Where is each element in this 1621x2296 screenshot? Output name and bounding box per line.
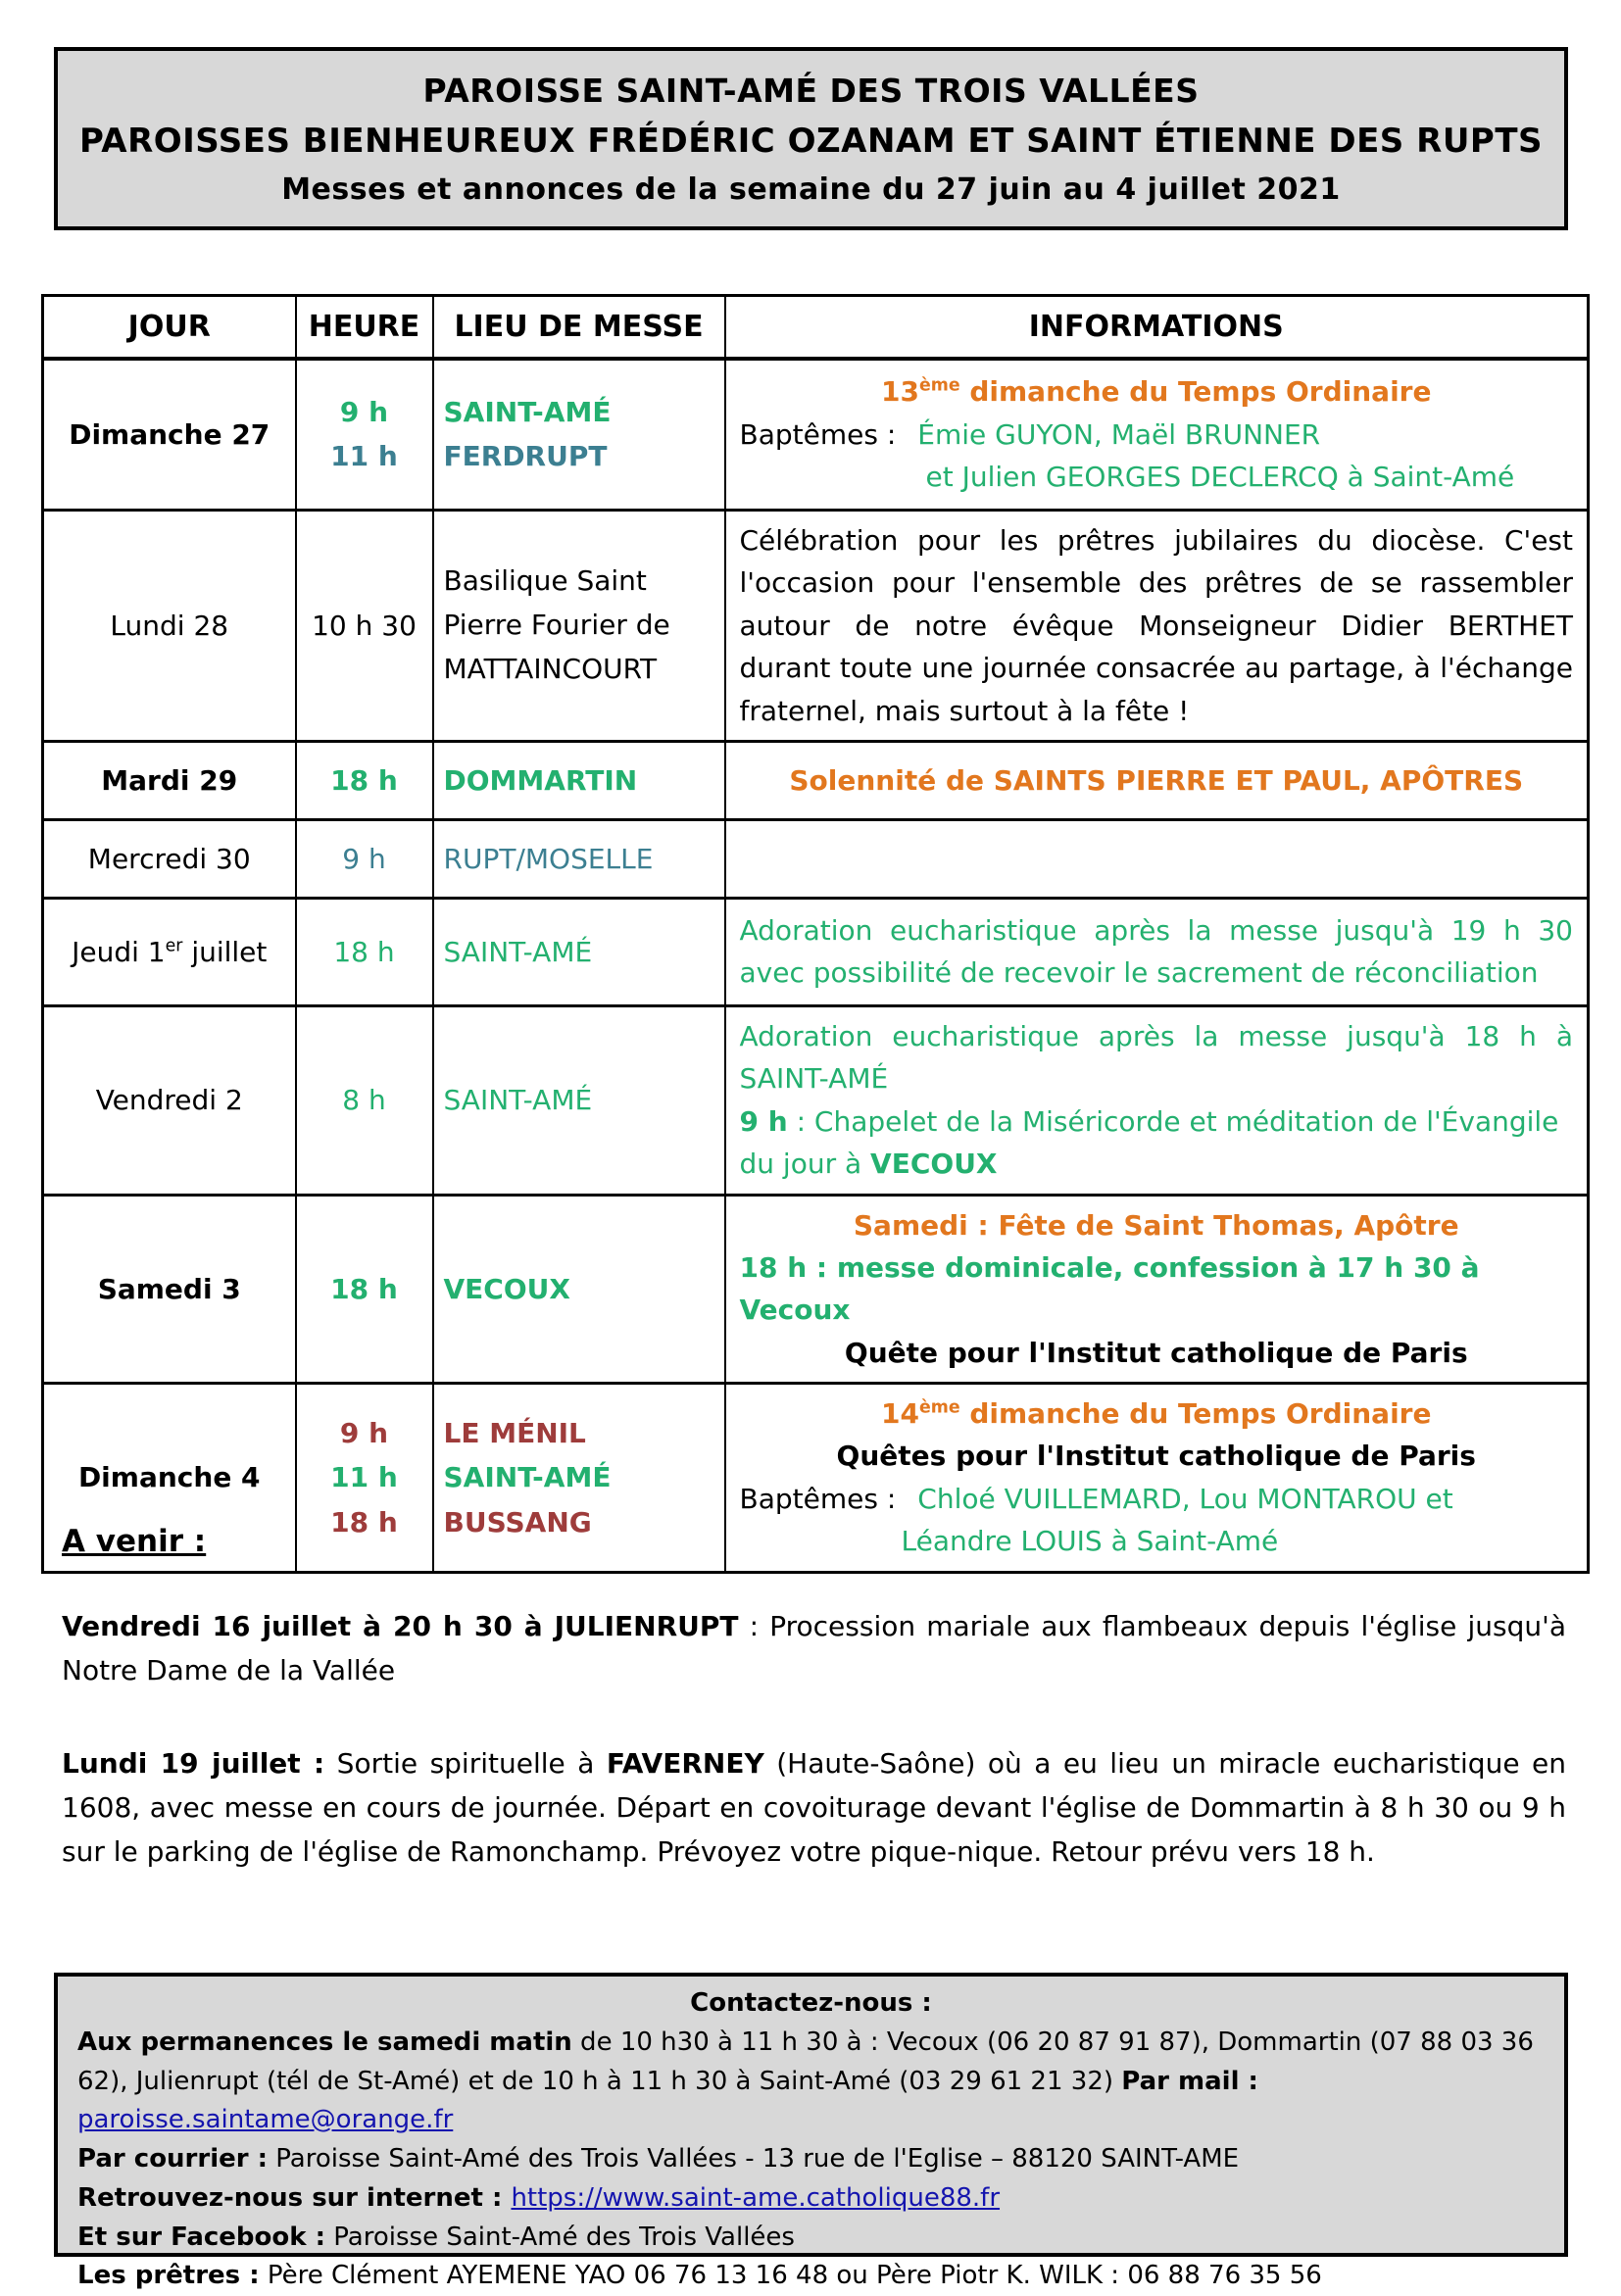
- info-cell: Adoration eucharistique après la messe jusqu'à 19 h 30 avec possibilité de recevoir le sacrement de réconciliation: [725, 898, 1589, 1005]
- time-cell: 18 h: [296, 741, 433, 819]
- time-cell: 9 h: [296, 819, 433, 898]
- feast-title: 13ème dimanche du Temps Ordinaire: [881, 375, 1432, 409]
- day-cell: Mardi 29: [43, 741, 296, 819]
- day-cell: Vendredi 2: [43, 1005, 296, 1195]
- place-cell: SAINT-AMÉ: [433, 898, 725, 1005]
- place-cell: Basilique Saint Pierre Fourier de MATTAINCOURT: [433, 511, 725, 742]
- info-line: 18 h : messe dominicale, confession à 17 h 30 à Vecoux: [739, 1250, 1480, 1327]
- table-row-vendredi-2: [43, 1005, 1589, 1195]
- contact-courrier-line: Par courrier : Paroisse Saint-Amé des Trois Vallées - 13 rue de l'Eglise – 88120 SAINT-AME: [77, 2144, 1240, 2174]
- time-cell: 10 h 30: [296, 511, 433, 742]
- place-value: FERDRUPT: [443, 440, 608, 473]
- baptism-line: Léandre LOUIS à Saint-Amé: [901, 1525, 1279, 1558]
- page-subtitle: Messes et annonces de la semaine du 27 juin au 4 juillet 2021: [281, 171, 1341, 207]
- info-cell: [725, 819, 1589, 898]
- time-cell: [296, 359, 433, 511]
- email-link[interactable]: paroisse.saintame@orange.fr: [77, 2105, 454, 2135]
- collection-note: Quête pour l'Institut catholique de Paris: [844, 1336, 1468, 1369]
- info-line: 9 h : Chapelet de la Miséricorde et méditation de l'Évangile du jour à VECOUX: [739, 1104, 1559, 1181]
- day-cell: Samedi 3: [43, 1195, 296, 1384]
- place-cell: SAINT-AMÉ: [433, 1005, 725, 1195]
- place-cell: RUPT/MOSELLE: [433, 819, 725, 898]
- time-value: 18 h: [330, 1505, 398, 1539]
- contact-box: [54, 1973, 1568, 2291]
- table-row-lundi-28: [43, 511, 1589, 742]
- day-cell: Dimanche 27: [43, 359, 296, 511]
- day-cell: Jeudi 1er juillet: [43, 898, 296, 1005]
- info-cell: Solennité de SAINTS PIERRE ET PAUL, APÔTRES: [725, 741, 1589, 819]
- info-cell: [725, 1195, 1589, 1384]
- table-header-row: [43, 296, 1589, 359]
- page-title-line2: PAROISSES BIENHEUREUX FRÉDÉRIC OZANAM ET SAINT ÉTIENNE DES RUPTS: [78, 121, 1544, 161]
- contact-facebook-line: Et sur Facebook : Paroisse Saint-Amé des Trois Vallées: [77, 2222, 795, 2252]
- column-header-informations: INFORMATIONS: [725, 296, 1589, 359]
- contact-permanences-line: Aux permanences le samedi matin de 10 h30 à 11 h 30 à : Vecoux (06 20 87 91 87), Dommartin (07 88 03 36 62), Julienrupt (tél de St-Amé) et de 10 h à 11 h 30 à Saint-Amé (03 29 61 21 32) Par mail : paroisse.saintame@orange.fr: [77, 2027, 1534, 2135]
- time-value: 11 h: [330, 440, 398, 473]
- day-cell: Lundi 28: [43, 511, 296, 742]
- time-cell: [296, 1384, 433, 1573]
- contact-pretres-line: Les prêtres : Père Clément AYEMENE YAO 06 76 13 16 48 ou Père Piotr K. WILK : 06 88 76 35 56: [77, 2261, 1322, 2291]
- feast-title: 14ème dimanche du Temps Ordinaire: [881, 1397, 1432, 1431]
- table-row-mercredi-30: [43, 819, 1589, 898]
- day-cell: Dimanche 4: [43, 1384, 296, 1573]
- column-header-heure: HEURE: [296, 296, 433, 359]
- place-value: BUSSANG: [443, 1505, 592, 1539]
- feast-title: Samedi : Fête de Saint Thomas, Apôtre: [853, 1208, 1459, 1242]
- baptism-line: et Julien GEORGES DECLERCQ à Saint-Amé: [925, 460, 1515, 493]
- table-row-dimanche-4: [43, 1384, 1589, 1573]
- time-value: 9 h: [339, 395, 389, 428]
- upcoming-heading: A venir :: [62, 1524, 207, 1559]
- baptism-line: Baptêmes : Chloé VUILLEMARD, Lou MONTAROU et: [739, 1482, 1453, 1515]
- info-cell: [725, 1384, 1589, 1573]
- table-row-mardi-29: [43, 741, 1589, 819]
- contact-title: Contactez-nous :: [690, 1988, 932, 2018]
- time-cell: 18 h: [296, 1195, 433, 1384]
- place-cell: DOMMARTIN: [433, 741, 725, 819]
- column-header-lieu: LIEU DE MESSE: [433, 296, 725, 359]
- table-row-jeudi-1-juillet: [43, 898, 1589, 1005]
- baptism-line: Baptêmes : Émie GUYON, Maël BRUNNER: [739, 417, 1321, 451]
- header-box: [54, 47, 1568, 230]
- time-cell: 18 h: [296, 898, 433, 1005]
- place-value: LE MÉNIL: [443, 1416, 586, 1449]
- contact-internet-line: Retrouvez-nous sur internet : https://www.saint-ame.catholique88.fr: [77, 2182, 1001, 2213]
- day-cell: Mercredi 30: [43, 819, 296, 898]
- mass-schedule-table: [41, 294, 1590, 1574]
- table-row-samedi-3: [43, 1195, 1589, 1384]
- column-header-jour: JOUR: [43, 296, 296, 359]
- info-cell: Célébration pour les prêtres jubilaires du diocèse. C'est l'occasion pour l'ensemble des prêtres de se rassembler autour de notre évêque Monseigneur Didier BERTHET durant toute une journée consacrée au partage, à l'échange fraternel, mais surtout à la fête !: [725, 511, 1589, 742]
- website-link[interactable]: https://www.saint-ame.catholique88.fr: [511, 2182, 1001, 2213]
- place-value: SAINT-AMÉ: [443, 1461, 612, 1494]
- upcoming-event-faverney: Lundi 19 juillet : Sortie spirituelle à FAVERNEY (Haute-Saône) où a eu lieu un miracle eucharistique en 1608, avec messe en cours de journée. Départ en covoiturage devant l'église de Dommartin à 8 h 30 ou 9 h sur le parking de l'église de Ramonchamp. Prévoyez votre pique-nique. Retour prévu vers 18 h.: [62, 1747, 1566, 1868]
- time-value: 9 h: [339, 1416, 389, 1449]
- time-value: 11 h: [330, 1461, 398, 1494]
- place-value: SAINT-AMÉ: [443, 395, 612, 428]
- collection-note: Quêtes pour l'Institut catholique de Paris: [836, 1440, 1476, 1473]
- place-cell: [433, 1384, 725, 1573]
- table-row-dimanche-27: [43, 359, 1589, 511]
- time-cell: 8 h: [296, 1005, 433, 1195]
- place-cell: VECOUX: [433, 1195, 725, 1384]
- upcoming-event-julienrupt: Vendredi 16 juillet à 20 h 30 à JULIENRUPT : Procession mariale aux flambeaux depuis l'église jusqu'à Notre Dame de la Vallée: [62, 1610, 1566, 1686]
- place-cell: [433, 359, 725, 511]
- page-title-line1: PAROISSE SAINT-AMÉ DES TROIS VALLÉES: [422, 71, 1200, 110]
- info-cell: [725, 1005, 1589, 1195]
- info-line: Adoration eucharistique après la messe jusqu'à 18 h à SAINT-AMÉ: [739, 1019, 1573, 1096]
- info-cell: [725, 359, 1589, 511]
